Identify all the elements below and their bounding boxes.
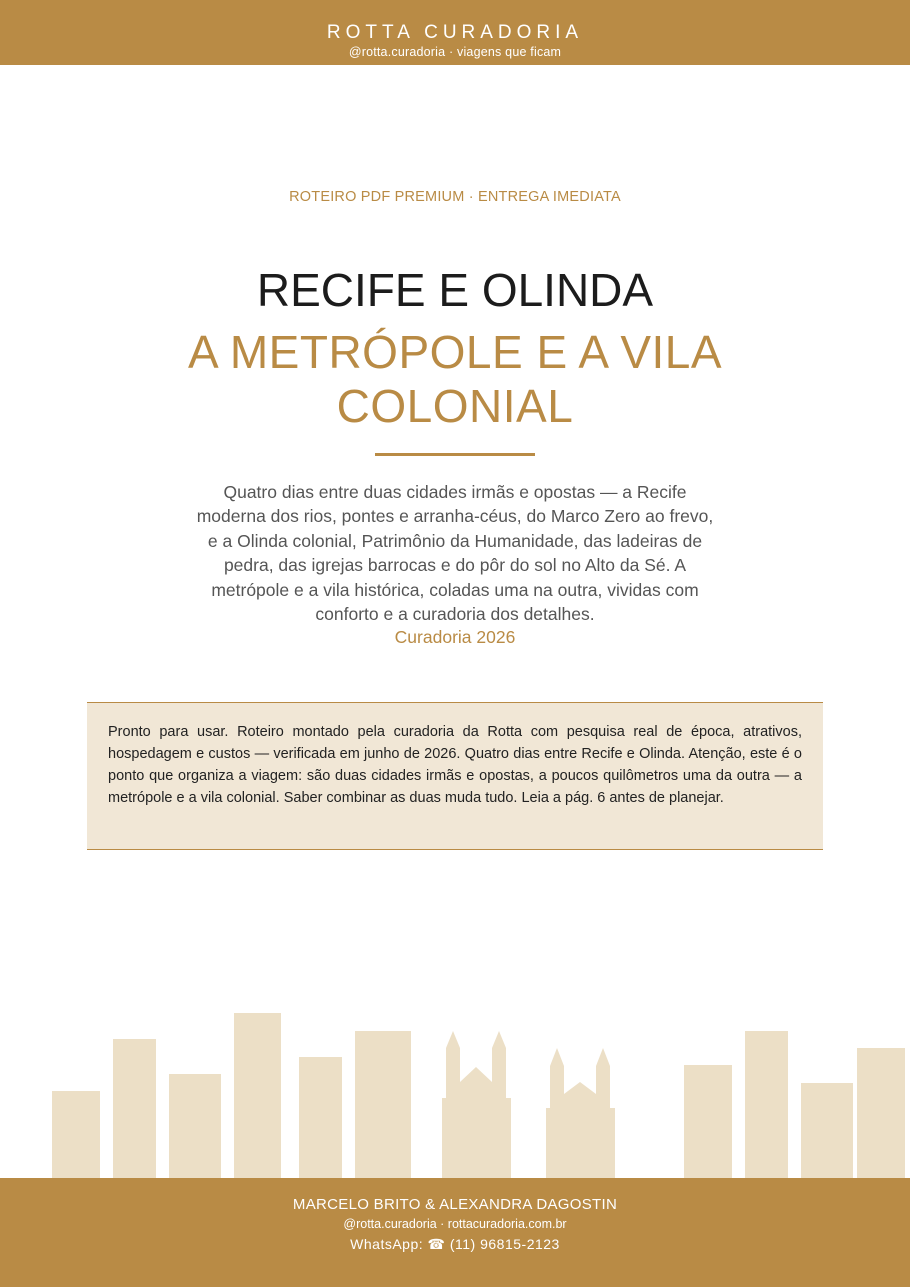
skyline-building	[857, 1048, 905, 1180]
skyline-building	[113, 1039, 156, 1180]
skyline-building	[234, 1013, 281, 1180]
authors: MARCELO BRITO & ALEXANDRA DAGOSTIN	[292, 1196, 618, 1213]
contact-line[interactable]: @rotta.curadoria · rottacuradoria.com.br	[343, 1217, 567, 1231]
skyline-church	[442, 1031, 511, 1180]
skyline-building	[52, 1091, 100, 1180]
skyline-building	[299, 1057, 342, 1180]
notice-text: Pronto para usar. Roteiro montado pela curadoria da Rotta com pesquisa real de época, atrativos, hospedagem e custos — verificada em junho de 2026. Quatro dias entre Recife e Olinda. Atenção, este é o ponto que organiza a viagem: são duas cidades irmãs e opostas, a poucos quilômetros uma da outra — a metrópole e a vila colonial. Saber combinar as duas muda tudo. Leia a pág. 6 antes de planejar.	[108, 724, 802, 806]
brand-tagline: @rotta.curadoria · viagens que ficam	[348, 45, 562, 59]
lead-paragraph: Quatro dias entre duas cidades irmãs e opostas — a Recife moderna dos rios, pontes e arranha-céus, do Marco Zero ao frevo, e a Olinda colonial, Patrimônio da Humanidade, das ladeiras de pedra, das igrejas barrocas e do pôr do sol no Alto da Sé. A metrópole e a vila histórica, coladas uma na outra, vividas com conforto e a curadoria dos detalhes.	[196, 482, 714, 625]
bottom-bar	[0, 1178, 910, 1287]
title-divider	[375, 453, 535, 456]
page-title: RECIFE E OLINDA	[256, 264, 654, 316]
skyline-illustration	[0, 1000, 910, 1180]
page-subtitle: A METRÓPOLE E A VILA COLONIAL	[187, 326, 723, 432]
skyline-church	[546, 1048, 615, 1180]
notice-box	[87, 702, 823, 850]
curadoria-year: Curadoria 2026	[394, 627, 516, 647]
skyline-building	[355, 1031, 411, 1180]
skyline-building	[169, 1074, 221, 1180]
top-bar	[0, 0, 910, 65]
skyline-building	[801, 1083, 853, 1180]
brand-name: ROTTA CURADORIA	[326, 22, 584, 43]
skyline-building	[684, 1065, 732, 1180]
whatsapp-contact[interactable]: WhatsApp: ☎ (11) 96815-2123	[350, 1236, 560, 1252]
skyline-building	[745, 1031, 788, 1180]
eyebrow-label: ROTEIRO PDF PREMIUM · ENTREGA IMEDIATA	[289, 189, 621, 205]
